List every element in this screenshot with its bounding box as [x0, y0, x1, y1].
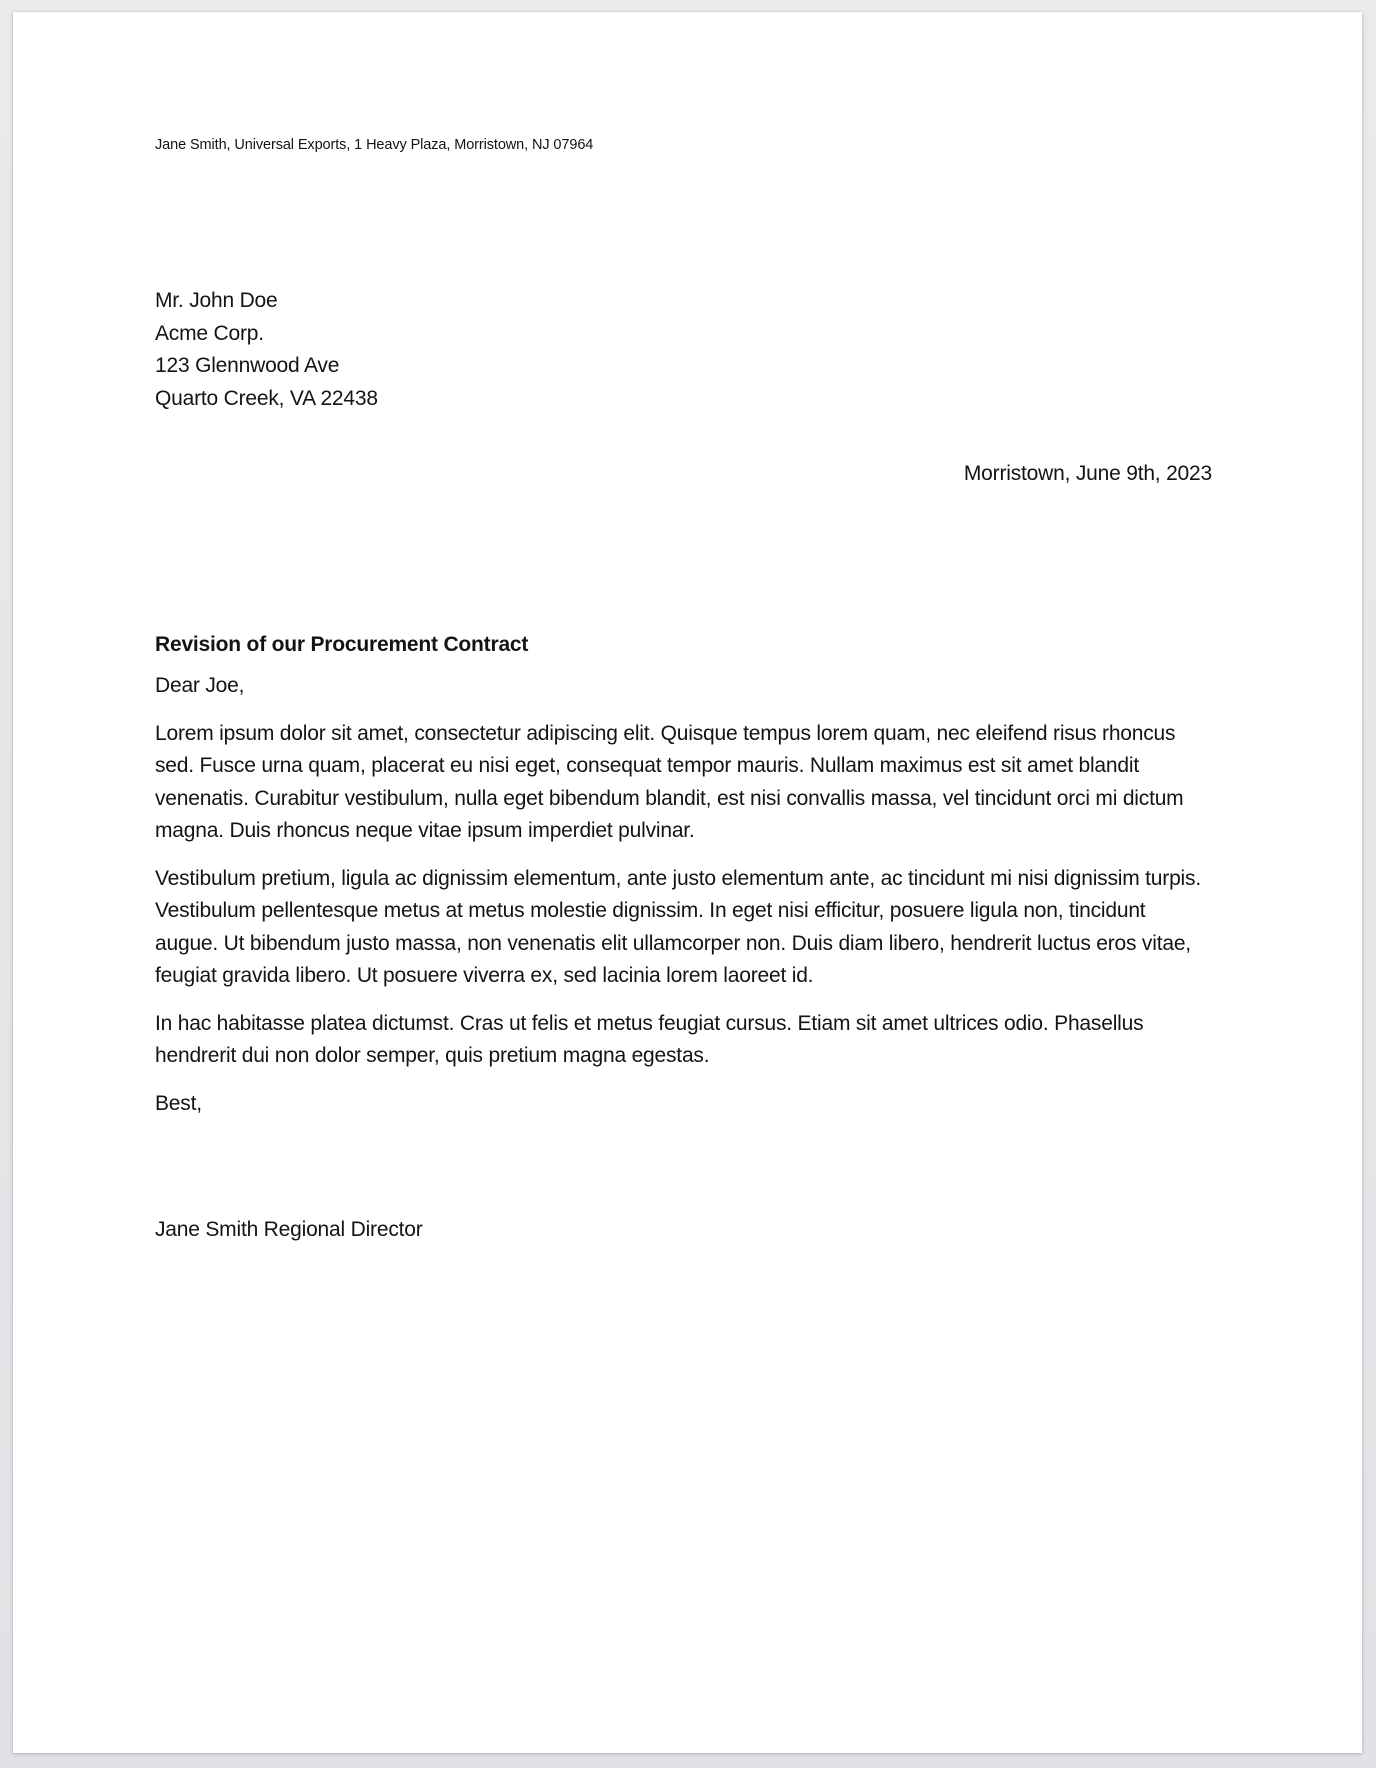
- signature-line: Jane Smith Regional Director: [155, 1218, 423, 1241]
- subject-line: Revision of our Procurement Contract: [155, 632, 529, 656]
- recipient-company: Acme Corp.: [155, 321, 264, 345]
- recipient-city: Quarto Creek, VA 22438: [155, 386, 378, 410]
- sender-line: Jane Smith, Universal Exports, 1 Heavy Plaza, Morristown, NJ 07964: [155, 137, 594, 153]
- closing: Best,: [155, 1091, 202, 1115]
- body-paragraph-1: Lorem ipsum dolor sit amet, consectetur adipiscing elit. Quisque tempus lorem quam, nec eleifend risus rhoncus sed. Fusce urna quam, placerat eu nisi eget, consequat tempor mauris. Nullam maximus est sit amet blandit venenatis. Curabitur vestibulum, nulla eget bibendum blandit, est nisi convallis massa, vel tincidunt orci mi dictum magna. Duis rhoncus neque vitae ipsum imperdiet pulvinar.: [155, 721, 1184, 842]
- body-paragraph-2: Vestibulum pretium, ligula ac dignissim elementum, ante justo elementum ante, ac tincidunt mi nisi dignissim turpis. Vestibulum pellentesque metus at metus molestie dignissim. In eget nisi efficitur, posuere ligula non, tincidunt augue. Ut bibendum justo massa, non venenatis elit ullamcorper non. Duis diam libero, hendrerit luctus eros vitae, feugiat gravida libero. Ut posuere viverra ex, sed lacinia lorem laoreet id.: [155, 866, 1201, 987]
- recipient-address-block: [155, 285, 1212, 415]
- salutation: Dear Joe,: [155, 674, 245, 697]
- place-and-date: Morristown, June 9th, 2023: [963, 462, 1212, 485]
- letter-page: [13, 12, 1362, 1753]
- body-paragraph-3: In hac habitasse platea dictumst. Cras ut felis et metus feugiat cursus. Etiam sit amet ultrices odio. Phasellus hendrerit dui non dolor semper, quis pretium magna egestas.: [155, 1011, 1144, 1067]
- recipient-street: 123 Glennwood Ave: [155, 354, 340, 377]
- recipient-name: Mr. John Doe: [155, 289, 278, 312]
